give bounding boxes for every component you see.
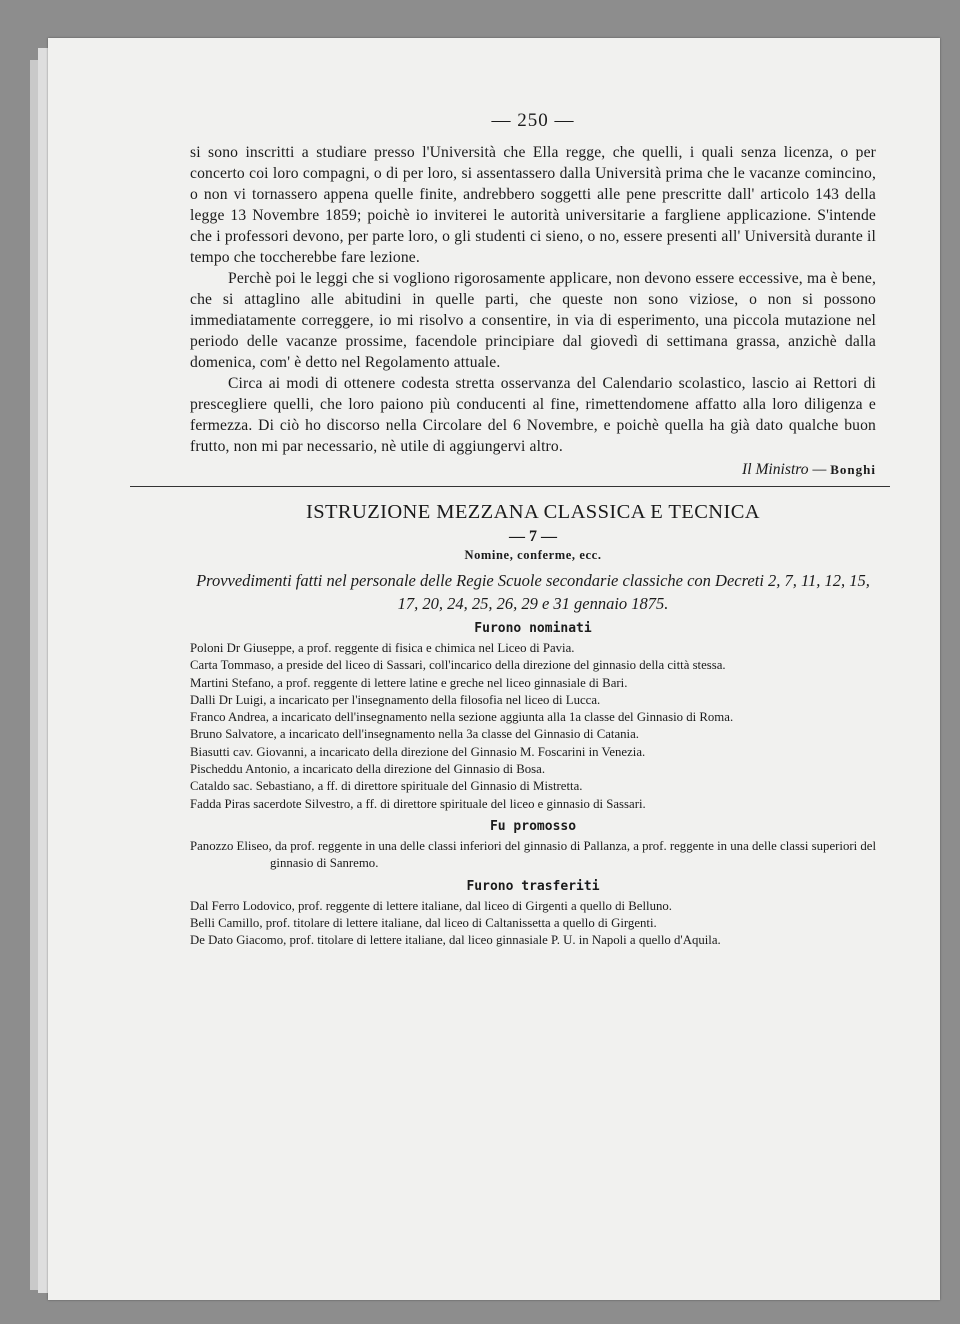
group-nominati [190, 621, 876, 813]
list-item: Belli Camillo, prof. titolare di lettere italiane, dal liceo di Caltanissetta a quello di Girgenti. [190, 915, 657, 930]
group-heading: Fu promosso [489, 818, 577, 834]
list-item: Carta Tommaso, a preside del liceo di Sassari, coll'incarico della direzione del ginnasio della città stessa. [190, 658, 726, 673]
entry-list [190, 640, 876, 813]
section-divider [130, 486, 890, 487]
entry-list [190, 838, 876, 873]
list-item: Martini Stefano, a prof. reggente di lettere latine e greche nel liceo ginnasiale di Bari. [190, 675, 628, 690]
list-item: Franco Andrea, a incaricato dell'insegnamento nella sezione aggiunta alla 1a classe del Ginnasio di Roma. [190, 710, 734, 725]
list-item: Fadda Piras sacerdote Silvestro, a ff. di direttore spirituale del liceo e ginnasio di Sassari. [190, 796, 646, 811]
signature-name: Bonghi [830, 462, 876, 477]
group-promosso [190, 819, 876, 873]
provvedimenti-title: Provvedimenti fatti nel personale delle Regie Scuole secondarie classiche con Decreti 2, 7, 11, 12, 15, 17, 20, 24, 25, 26, 29 e 31 gennaio 1875. [196, 571, 870, 613]
list-item: Dal Ferro Lodovico, prof. reggente di lettere italiane, dal liceo di Girgenti a quello di Belluno. [190, 898, 672, 913]
signature-title: Il Ministro — [742, 461, 827, 478]
list-item: Panozzo Eliseo, da prof. reggente in una delle classi inferiori del ginnasio di Pallanza, a prof. reggente in una delle classi superiori del ginnasio di Sanremo. [190, 838, 876, 871]
page-number: — 250 — [491, 110, 575, 131]
list-item: Biasutti cav. Giovanni, a incaricato della direzione del Ginnasio M. Foscarini in Venezia. [190, 744, 646, 759]
paragraph-3: Circa ai modi di ottenere codesta stretta osservanza del Calendario scolastico, lascio ai Rettori di prescegliere quelli, che loro paiono più conducenti al fine, rimettendomene affatto alla loro diligenza e fermezza. Di ciò ho discorso nella Circolare del 6 Novembre, e poichè quella ha già dato qualche buon frutto, non mi par necessario, nè utile di aggiungervi altro. [190, 375, 876, 455]
list-item: Dalli Dr Luigi, a incaricato per l'insegnamento della filosofia nel liceo di Lucca. [190, 692, 601, 707]
section-number: — 7 — [509, 528, 557, 545]
list-item: Pischeddu Antonio, a incaricato della direzione del Ginnasio di Bosa. [190, 762, 546, 777]
signature [190, 461, 876, 479]
list-item: Cataldo sac. Sebastiano, a ff. di direttore spirituale del Ginnasio di Mistretta. [190, 779, 583, 794]
list-item: Poloni Dr Giuseppe, a prof. reggente di fisica e chimica nel Liceo di Pavia. [190, 641, 575, 655]
list-item: De Dato Giacomo, prof. titolare di lettere italiane, dal liceo ginnasiale P. U. in Napoli a quello d'Aquila. [190, 933, 721, 948]
section-heading: ISTRUZIONE MEZZANA CLASSICA E TECNICA [305, 501, 761, 523]
entry-list [190, 898, 876, 950]
group-heading: Furono trasferiti [466, 878, 600, 894]
paragraph-1: si sono inscritti a studiare presso l'Università che Ella regge, che quelli, i quali senza licenza, o per concerto coi loro compagni, o di per loro, si assentassero dalla Università prima che le vacanze comincino, o non vi tornassero appena quelle finite, andrebbero soggetti alle pene prescritte dall' articolo 143 della legge 13 Novembre 1859; poichè io inviterei le autorità universitarie a fargliene applicazione. S'intende che i professori devono, per parte loro, o gli studenti ci sieno, o no, essere presenti all' Università durante il tempo che toccherebbe fare lezione. [190, 144, 876, 266]
group-trasferiti [190, 879, 876, 950]
paragraph-2: Perchè poi le leggi che si vogliono rigorosamente applicare, non devono essere eccessive, ma è bene, che si attaglino alle abitudini in quelle parti, che queste non sono viziose, o non si possono immediatamente correggere, io mi risolvo a consentire, in via di esperimento, una piccola mutazione nel periodo delle vacanze prossime, facendole principiare dal giovedì di settimana grassa, anzichè dalla domenica, com' è detto nel Regolamento attuale. [190, 270, 876, 371]
list-item: Bruno Salvatore, a incaricato dell'insegnamento nella 3a classe del Ginnasio di Catania. [190, 727, 639, 742]
page-content [190, 110, 876, 949]
group-heading: Furono nominati [474, 621, 592, 636]
section-subtitle: Nomine, conferme, ecc. [464, 548, 602, 562]
